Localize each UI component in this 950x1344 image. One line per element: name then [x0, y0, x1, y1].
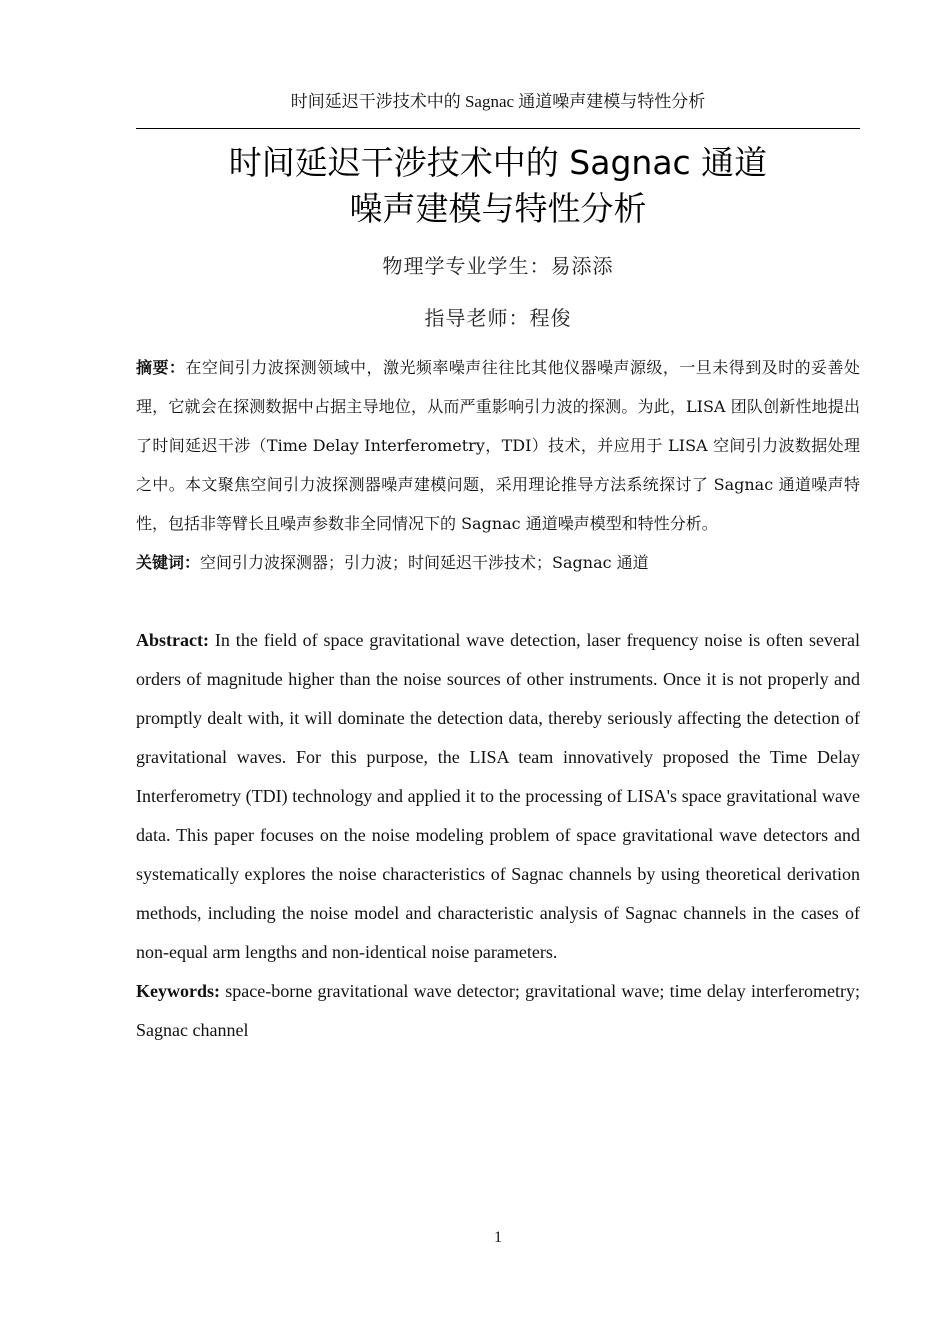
english-keywords	[136, 972, 860, 1050]
chinese-abstract-label: 摘要：	[136, 358, 186, 377]
english-abstract-section	[136, 621, 860, 1050]
chinese-keywords	[136, 543, 860, 582]
english-keywords-text: space-borne gravitational wave detector; gravitational wave; time delay interferometry; Sagnac channel	[136, 981, 861, 1040]
page-number: 1	[494, 1229, 502, 1246]
author-line: 物理学专业学生：易添添	[382, 254, 614, 278]
english-abstract-label: Abstract:	[136, 630, 209, 650]
header-divider	[136, 128, 860, 129]
english-keywords-label: Keywords:	[136, 981, 220, 1001]
title-line-1: 时间延迟干涉技术中的 Sagnac 通道	[228, 143, 768, 182]
english-abstract	[136, 621, 860, 972]
chinese-abstract-section	[136, 348, 860, 582]
paper-title	[136, 140, 860, 232]
chinese-keywords-text: 空间引力波探测器；引力波；时间延迟干涉技术；Sagnac 通道	[200, 553, 649, 572]
running-header: 时间延迟干涉技术中的 Sagnac 通道噪声建模与特性分析	[290, 92, 706, 111]
chinese-abstract-text: 在空间引力波探测领域中，激光频率噪声往往比其他仪器噪声源级，一旦未得到及时的妥善处理，它就会在探测数据中占据主导地位，从而严重影响引力波的探测。为此，LISA 团队创新性地提出了时间延迟干涉（Time Delay Interferometry，TDI）技术，并应用于 LISA 空间引力波数据处理之中。本文聚焦空间引力波探测器噪声建模问题，采用理论推导方法系统探讨了 Sagnac 通道噪声特性，包括非等臂长且噪声参数非全同情况下的 Sagnac 通道噪声模型和特性分析。	[136, 358, 860, 533]
title-line-2: 噪声建模与特性分析	[349, 189, 647, 228]
chinese-keywords-label: 关键词：	[136, 553, 201, 572]
chinese-abstract	[136, 348, 860, 543]
advisor-line: 指导老师：程俊	[424, 306, 572, 330]
english-abstract-text: In the field of space gravitational wave detection, laser frequency noise is often several orders of magnitude higher than the noise sources of other instruments. Once it is not properly and promptly dealt with, it will dominate the detection data, thereby seriously affecting the detection of gravitational waves. For this purpose, the LISA team innovatively proposed the Time Delay Interferometry (TDI) technology and applied it to the processing of LISA's space gravitational wave data. This paper focuses on the noise modeling problem of space gravitational wave detectors and systematically explores the noise characteristics of Sagnac channels by using theoretical derivation methods, including the noise model and characteristic analysis of Sagnac channels in the cases of non-equal arm lengths and non-identical noise parameters.	[136, 630, 860, 962]
